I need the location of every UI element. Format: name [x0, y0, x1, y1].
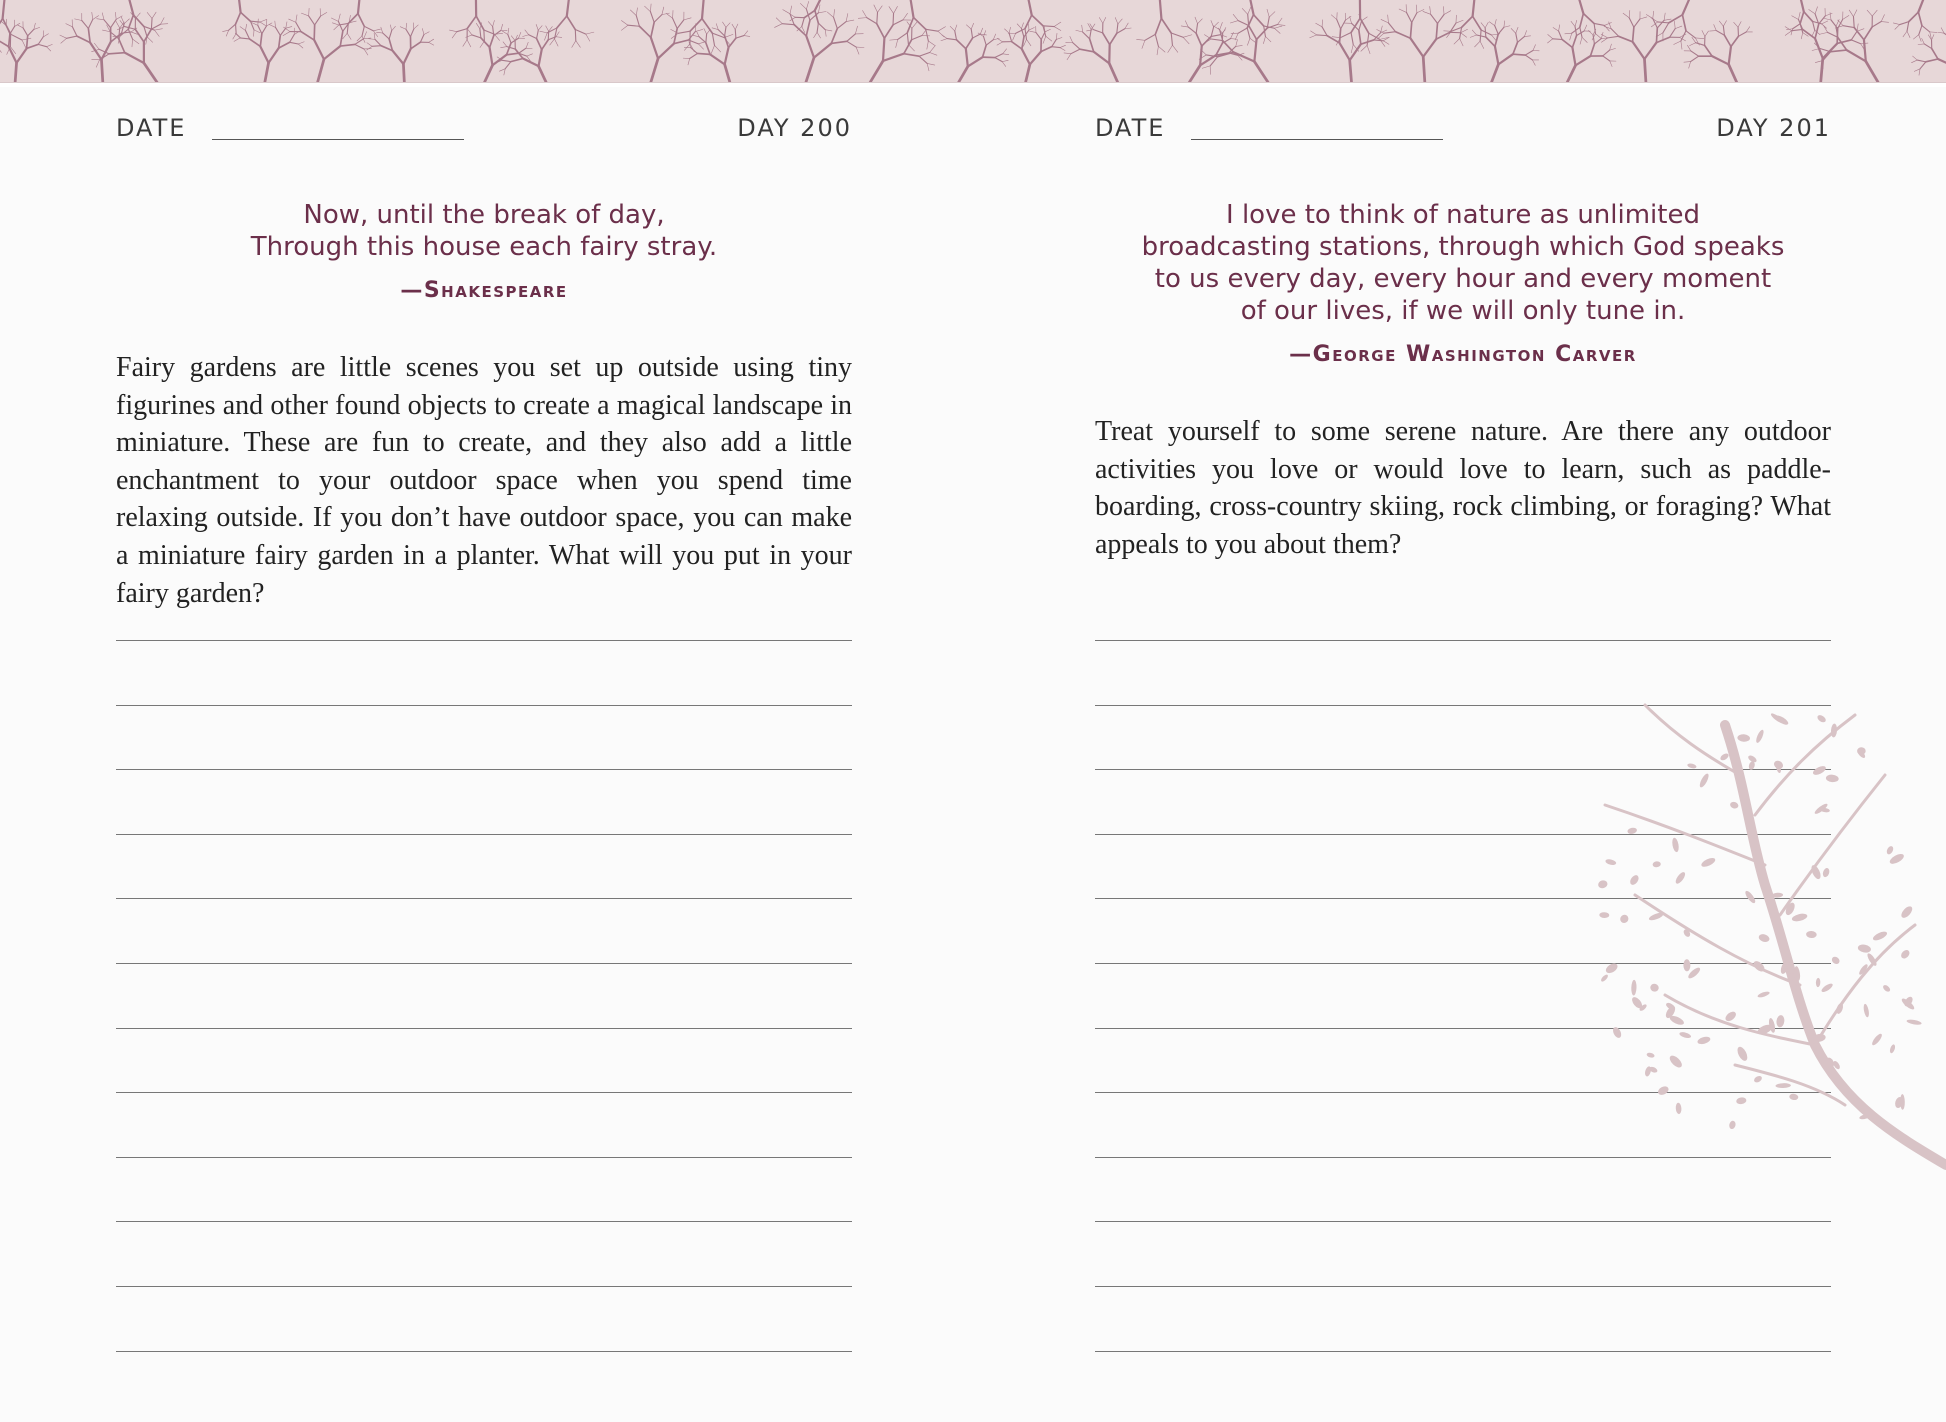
writing-line[interactable] — [116, 1221, 852, 1222]
writing-line[interactable] — [116, 1028, 852, 1029]
journal-prompt: Fairy gardens are little scenes you set up outside using tiny figurines and other found objects to create a magical landscape in miniature. These are fun to create, and they also add a little enchantment to your outdoor space when you spend time relaxing outside. If you don’t have outdoor space, you can make a miniature fairy garden in a planter. What will you put in your fairy garden? — [116, 352, 852, 609]
quote-line: broadcasting stations, through which God speaks — [1141, 232, 1785, 262]
writing-line[interactable] — [1095, 1092, 1831, 1093]
writing-line[interactable] — [1095, 1221, 1831, 1222]
quote — [1095, 199, 1831, 371]
date-row — [1095, 114, 1831, 154]
writing-line[interactable] — [1095, 640, 1831, 641]
writing-line[interactable] — [1095, 1028, 1831, 1029]
writing-line[interactable] — [116, 1351, 852, 1352]
writing-line[interactable] — [1095, 963, 1831, 964]
writing-line[interactable] — [116, 898, 852, 899]
quote-line: of our lives, if we will only tune in. — [1240, 296, 1686, 326]
quote-line: Now, until the break of day, — [303, 200, 665, 230]
quote-line: I love to think of nature as unlimited — [1226, 200, 1700, 230]
writing-line[interactable] — [1095, 769, 1831, 770]
writing-line[interactable] — [116, 1157, 852, 1158]
date-label: DATE — [1095, 114, 1166, 142]
date-row — [116, 114, 852, 154]
quote-attribution: —George Washington Carver — [1289, 342, 1637, 367]
day-number: DAY 201 — [1716, 114, 1831, 142]
writing-line[interactable] — [1095, 1351, 1831, 1352]
date-label: DATE — [116, 114, 187, 142]
quote-line: to us every day, every hour and every moment — [1154, 264, 1772, 294]
writing-line[interactable] — [116, 705, 852, 706]
quote-attribution: —Shakespeare — [400, 278, 568, 303]
journal-prompt: Treat yourself to some serene nature. Are there any outdoor activities you love or would love to learn, such as paddle-boarding, cross-country skiing, rock climbing, or foraging? What appeals to you about them? — [1095, 416, 1831, 560]
day-number: DAY 200 — [737, 114, 852, 142]
quote-line: Through this house each fairy stray. — [250, 232, 718, 262]
writing-line[interactable] — [1095, 1157, 1831, 1158]
writing-line[interactable] — [116, 640, 852, 641]
header-branch-pattern — [0, 0, 1946, 82]
writing-line[interactable] — [1095, 1286, 1831, 1287]
writing-line[interactable] — [116, 1286, 852, 1287]
date-entry-line[interactable] — [212, 139, 464, 140]
date-entry-line[interactable] — [1191, 139, 1443, 140]
writing-line[interactable] — [116, 1092, 852, 1093]
writing-line[interactable] — [1095, 834, 1831, 835]
writing-line[interactable] — [116, 834, 852, 835]
writing-line[interactable] — [1095, 898, 1831, 899]
quote — [116, 199, 852, 307]
branch-pattern-illustration — [0, 0, 1946, 82]
writing-line[interactable] — [1095, 705, 1831, 706]
journal-page-day-201 — [1095, 86, 1831, 1386]
writing-line[interactable] — [116, 769, 852, 770]
journal-page-day-200 — [116, 86, 852, 1386]
writing-line[interactable] — [116, 963, 852, 964]
